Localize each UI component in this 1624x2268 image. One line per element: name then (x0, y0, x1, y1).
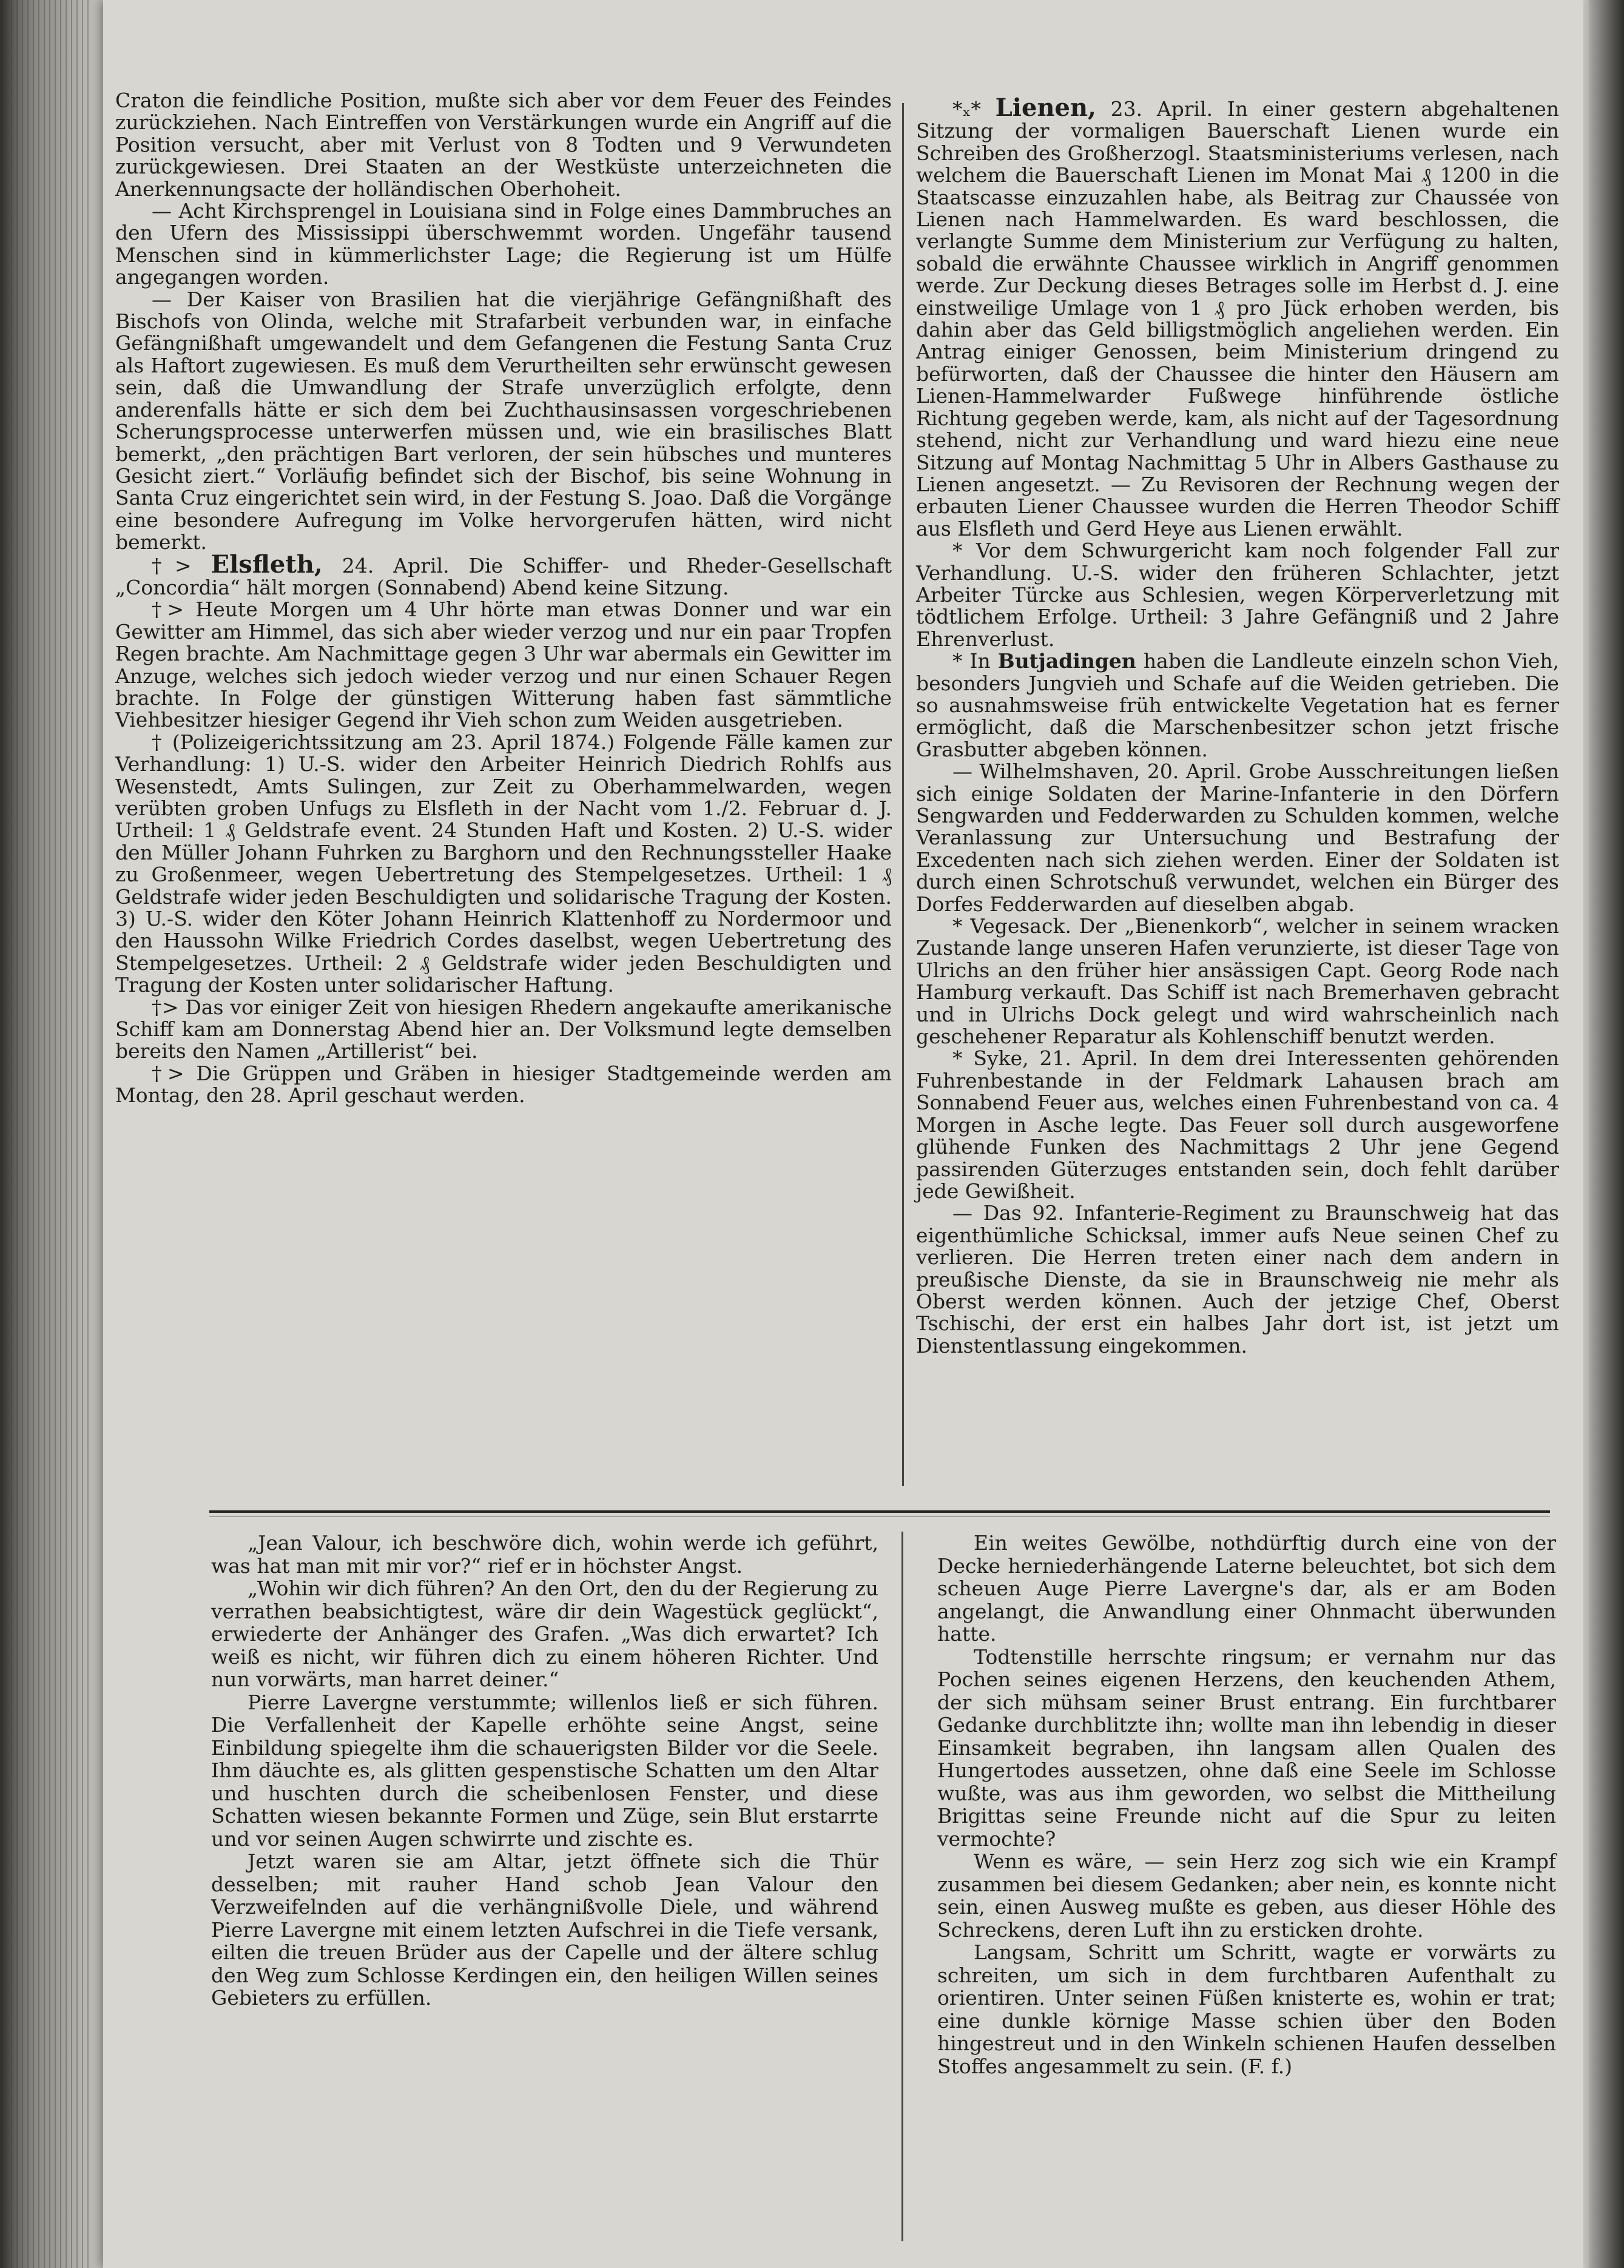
paragraph-elsfleth (115, 550, 892, 599)
column-bottom-right (937, 1532, 1556, 2078)
column-divider-bottom (901, 1532, 903, 2241)
story-paragraph-8 (937, 1941, 1556, 2078)
paragraph-butjadingen (916, 650, 1559, 761)
paragraph-schwurgericht: * Vor dem Schwurgericht kam noch folgender Fall zur Verhandlung. U.-S. wider den früheren Schlachter, jetzt Arbeiter Türcke aus Schlesien, wegen Körperverletzung mit tödtlichem Erfolge. Urtheil: 3 Jahre Gefängniß und 2 Jahre Ehrenverlust. (916, 539, 1559, 651)
story-paragraph-2: „Wohin wir dich führen? An den Ort, den du der Regierung zu verrathen beabsichtigtest, wäre dir dein Wagestück geglückt“, erwiederte der Anhänger des Grafen. „Was dich erwartet? Ich weiß es nicht, wir führen dich zu einem höheren Richter. Und nun vorwärts, man harret deiner.“ (211, 1576, 878, 1691)
column-top-left (115, 90, 892, 1107)
butjadingen-text: haben die Landleute einzeln schon Vieh, besonders Jungvieh und Schafe auf die Weiden getrieben. Die so ausnahmsweise früh entwickelte Vegetation hat es ferner ermöglicht, daß die Marschenbesitzer schon jetzt frische Grasbutter abgeben können. (916, 649, 1559, 761)
continuation-mark: (F. f.) (1233, 2054, 1293, 2078)
paragraph-lienen (916, 93, 1559, 540)
paragraph-polizeigericht: † (Polizeigerichtssitzung am 23. April 1874.) Folgende Fälle kamen zur Verhandlung: 1) U.-S. wider den Arbeiter Heinrich Diedrich Rohlfs aus Wesenstedt, Amts Sulingen, zur Zeit zu Oberhammelwarden, wegen verübten groben Unfugs zu Elsfleth in der Nacht vom 1./2. Februar d. J. Urtheil: 1 ₰ Geldstrafe event. 24 Stunden Haft und Kosten. 2) U.-S. wider den Müller Johann Fuhrken zu Barghorn und den Rechnungssteller Haake zu Großenmeer, wegen Uebertretung des Stempelgesetzes. Urtheil: 1 ₰ Geldstrafe wider jeden Beschuldigten und solidarische Tragung der Kosten. 3) U.-S. wider den Köter Johann Heinrich Klattenhoff zu Nordermoor und den Haussohn Wilke Friedrich Cordes daselbst, wegen Uebertretung des Stempelgesetzes. Urtheil: 2 ₰ Geldstrafe wider jeden Beschuldigten und Tragung der Kosten unter solidarischer Haftung. (115, 730, 892, 997)
story-paragraph-1: „Jean Valour, ich beschwöre dich, wohin werde ich geführt, was hat man mit mir vor?“ rief er in höchster Angst. (211, 1531, 878, 1578)
column-bottom-left (211, 1532, 878, 2010)
elsfleth-dateline: Elsfleth, (211, 550, 323, 579)
lienen-dateline: Lienen, (995, 93, 1096, 122)
paragraph-gewitter: †> Heute Morgen um 4 Uhr hörte man etwas Donner und war ein Gewitter am Himmel, das sich aber wieder verzog und nur ein paar Tropfen Regen brachte. Am Nachmittage gegen 3 Uhr war abermals ein Gewitter im Anzuge, welches sich jedoch wieder verzog und nur einen Schauer Regen brachte. In Folge der günstigen Witterung haben fast sämmtliche Viehbesitzer hiesiger Gegend ihr Vieh schon zum Weiden ausgetrieben. (115, 597, 892, 732)
book-page-edges (0, 0, 91, 2268)
paragraph-wilhelmshaven: — Wilhelmshaven, 20. April. Grobe Ausschreitungen ließen sich einige Soldaten der Marine-Infanterie in den Dörfern Sengwarden und Fedderwarden zu Schulden kommen, welche Veranlassung zur Untersuchung und Bestrafung der Excedenten nach sich ziehen werden. Einer der Soldaten ist durch einen Schrotschuß verwundet, welchen ein Bürger des Dorfes Fedderwarden auf dieselben abgab. (916, 759, 1559, 916)
paragraph-brasilien: — Der Kaiser von Brasilien hat die vierjährige Gefängnißhaft des Bischofs von Olinda, welche mit Strafarbeit verbunden war, in einfache Gefängnißhaft umgewandelt und dem Gefangenen die Festung Santa Cruz als Haftort zugewiesen. Es muß dem Verurtheilten sehr erwünscht gewesen sein, daß die Umwandlung der Strafe unverzüglich erfolgte, denn anderenfalls hätte er sich dem bei Zuchthausinsassen vorgeschriebenen Scherungsprocesse unterwerfen müssen und, wie ein brasilisches Blatt bemerkt, „den prächtigen Bart verloren, der sein hübsches und munteres Gesicht ziert.“ Vorläufig befindet sich der Bischof, bis seine Wohnung in Santa Cruz eingerichtet sein wird, in der Festung S. Joao. Daß die Vorgänge eine besondere Aufregung im Volke hervorgerufen hätten, wird nicht bemerkt. (115, 287, 892, 554)
paragraph-syke: * Syke, 21. April. In dem drei Interessenten gehörenden Fuhrenbestande in der Feldmark Lahausen brach am Sonnabend Feuer aus, welches einen Fuhrenbestand von ca. 4 Morgen in Asche legte. Das Feuer soll durch ausgeworfene glühende Funken des Nachmittags 2 Uhr jene Gegend passirenden Güterzuges entstanden sein, doch fehlt darüber jede Gewißheit. (916, 1046, 1559, 1203)
elsfleth-mark: †> (152, 553, 211, 577)
lienen-text: 23. April. In einer gestern abgehaltenen Sitzung der vormaligen Bauerschaft Lienen wurde ein Schreiben des Großherzogl. Staatsministeriums verlesen, nach welchem die Bauerschaft Lienen im Monat Mai ₰ 1200 in die Staatscasse einzuzahlen habe, als Beitrag zur Chaussée von Lienen nach Hammelwarden. Es ward beschlossen, die verlangte Summe dem Ministerium zur Verfügung zu halten, sobald die erwähnte Chaussee wirklich in Angriff genommen werde. Zur Deckung dieses Betrages solle im Herbst d. J. eine einstweilige Umlage von 1 ₰ pro Jück erhoben werden, bis dahin aber das Geld billigstmöglich angeliehen werden. Ein Antrag einiger Genossen, beim Ministerium dringend zu befürworten, daß der Chaussee die hinter den Häusern am Lienen-Hammelwarder Fußwege hinführende östliche Richtung gegeben werde, kam, als nicht auf der Tagesordnung stehend, nicht zur Verhandlung und ward hiezu eine neue Sitzung auf Montag Nachmittag 5 Uhr in Albers Gasthause zu Lienen angesetzt. — Zu Revisoren der Rechnung wegen der erbauten Liener Chaussee wurden die Herren Theodor Schiff aus Elsfleth und Gerd Heye aus Lienen erwählt. (916, 97, 1559, 540)
butjadingen-head: Butjadingen (997, 649, 1136, 673)
story-paragraph-5: Ein weites Gewölbe, nothdürftig durch eine von der Decke herniederhängende Laterne beleuchtet, bot sich dem scheuen Auge Pierre Lavergne's dar, als er am Boden angelangt, die Anwandlung einer Ohnmacht überwunden hatte. (937, 1531, 1556, 1646)
story-paragraph-6: Todtenstille herrschte ringsum; er vernahm nur das Pochen seines eigenen Herzens, den keuchenden Athem, der sich mühsam seiner Brust entrang. Ein furchtbarer Gedanke durchblitzte ihn; wollte man ihn lebendig in dieser Einsamkeit begraben, ihn langsam allen Qualen des Hungertodes aussetzen, ohne daß eine Seele im Schlosse wußte, was aus ihm geworden, wo selbst die Mittheilung Brigittas seine Freunde nicht auf die Spur zu leiten vermochte? (937, 1644, 1556, 1851)
paragraph-vegesack: * Vegesack. Der „Bienenkorb“, welcher in seinem wracken Zustande lange unseren Hafen verunzierte, ist dieser Tage von Ulrichs an den früher hier ansässigen Capt. Georg Rode nach Hamburg verkauft. Das Schiff ist nach Bremerhaven gebracht und in Ulrichs Dock gelegt und wird wahrscheinlich nach geschehener Reparatur als Kohlenschiff benutzt werden. (916, 914, 1559, 1049)
lienen-mark: *ₓ* (952, 97, 996, 121)
paragraph-schiff: †> Das vor einiger Zeit von hiesigen Rhedern angekaufte amerikanische Schiff kam am Donnerstag Abend hier an. Der Volksmund legte demselben bereits den Namen „Artillerist“ bei. (115, 995, 892, 1063)
story-paragraph-8-text: Langsam, Schritt um Schritt, wagte er vorwärts zu schreiten, um sich in dem furchtbaren Aufenthalt zu orientiren. Unter seinen Füßen knisterte es, wohin er trat; eine dunkle körnige Masse schien über den Boden hingestreut und in den Winkeln schienen Haufen desselben Stoffes angesammelt zu sein. (937, 1940, 1556, 2078)
feuilleton-separator (209, 1510, 1550, 1513)
book-gutter-right (1589, 0, 1624, 2268)
paragraph-craton: Craton die feindliche Position, mußte sich aber vor dem Feuer des Feindes zurückziehen. Nach Eintreffen von Verstärkungen wurde ein Angriff auf die Position versucht, aber mit Verlust von 8 Todten und 9 Verwundeten zurückgewiesen. Drei Staaten an der Westküste unterzeichneten die Anerkennungsacte der holländischen Oberhoheit. (115, 89, 892, 201)
paragraph-braunschweig: — Das 92. Infanterie-Regiment zu Braunschweig hat das eigenthümliche Schicksal, immer aufs Neue seinen Chef zu verlieren. Die Herren treten einer nach dem andern in preußische Dienste, da sie in Braunschweig nie mehr als Oberst werden können. Auch der jetzige Chef, Oberst Tschischi, der erst ein halbes Jahr dort ist, ist jetzt um Dienstentlassung eingekommen. (916, 1201, 1559, 1358)
feuilleton-separator-thin (209, 1516, 1550, 1517)
column-top-right (916, 93, 1559, 1358)
paragraph-louisiana: — Acht Kirchsprengel in Louisiana sind in Folge eines Dammbruches an den Ufern des Mississippi überschwemmt worden. Ungefähr tausend Menschen sind in kümmerlichster Lage; die Regierung ist um Hülfe angegangen worden. (115, 199, 892, 289)
story-paragraph-4: Jetzt waren sie am Altar, jetzt öffnete sich die Thür desselben; mit rauher Hand schob Jean Valour den Verzweifelnden auf die verhängnißvolle Diele, und während Pierre Lavergne mit einem letzten Aufschrei in die Tiefe versank, eilten die treuen Brüder aus der Capelle und der ältere schlug den Weg zum Schlosse Kerdingen ein, den heiligen Willen seines Gebieters zu erfüllen. (211, 1849, 878, 2010)
column-divider-top (902, 103, 904, 1486)
butjadingen-prefix: * In (952, 649, 998, 673)
elsfleth-text: 24. April. Die Schiffer- und Rheder-Gesellschaft „Concordia“ hält morgen (Sonnabend) Abend keine Sitzung. (115, 553, 892, 599)
story-paragraph-7: Wenn es wäre, — sein Herz zog sich wie ein Krampf zusammen bei diesem Gedanken; aber nein, es konnte nicht sein, einen Ausweg mußte es geben, aus dieser Höhle des Schreckens, deren Luft ihn zu ersticken drohte. (937, 1849, 1556, 1942)
paragraph-grueppen: †> Die Grüppen und Gräben in hiesiger Stadtgemeinde werden am Montag, den 28. April geschaut werden. (115, 1061, 892, 1108)
story-paragraph-3: Pierre Lavergne verstummte; willenlos ließ er sich führen. Die Verfallenheit der Kapelle erhöhte seine Angst, seine Einbildung spiegelte ihm die schauerigsten Bilder vor die Seele. Ihm däuchte es, als glitten gespenstische Schatten um den Altar und huschten durch die scheibenlosen Fenster, und diese Schatten wiesen bekannte Formen und Züge, sein Blut erstarrte und vor seinen Augen schwirrte und zischte es. (211, 1690, 878, 1851)
